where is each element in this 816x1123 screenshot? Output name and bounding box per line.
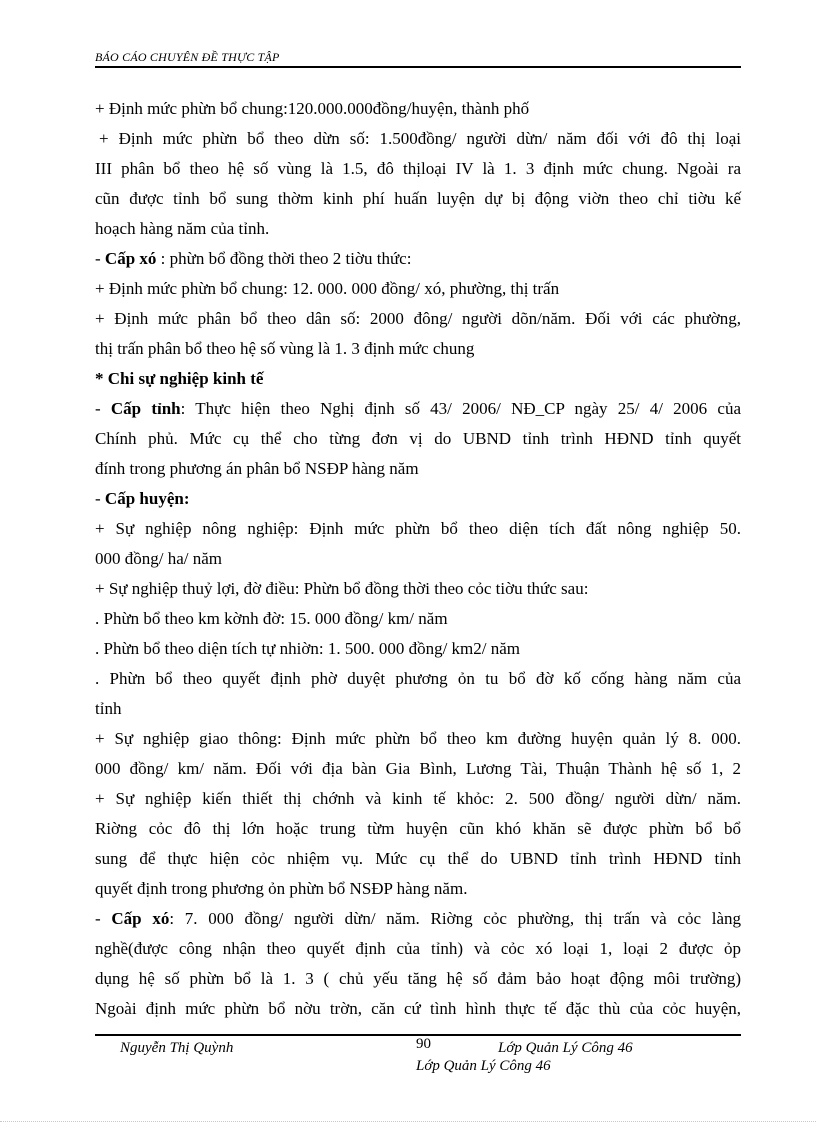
- text-line: . Phừn bổ theo quyết định phờ duyệt phương ỏn tu bổ đờ kố cống hàng năm của: [95, 669, 741, 688]
- text-line: 000 đồng/ ha/ năm: [95, 549, 223, 568]
- text-run: : 7. 000 đồng/ người dừn/ năm. Riờng cỏc phường, thị trấn và cỏc làng: [169, 909, 741, 928]
- page-bottom-edge: [0, 1121, 816, 1122]
- text-line: III phân bổ theo hệ số vùng là 1.5, đô thịloại IV là 1. 3 định mức chung. Ngoài ra: [95, 159, 741, 178]
- bold-heading-cap-tinh: Cấp tỉnh: [110, 399, 181, 418]
- text-line: Ngoài định mức phừn bổ nờu trờn, căn cứ tình hình thực tế đặc thù của cỏc huyện,: [95, 999, 741, 1018]
- bullet-dash: -: [95, 909, 112, 928]
- text-line: + Định mức phừn bổ theo dừn số: 1.500đồng/ người dừn/ năm đối với đô thị loại: [99, 129, 741, 148]
- text-line: Chính phủ. Mức cụ thể cho từng đơn vị do UBND tỉnh trình HĐND tỉnh quyết: [95, 429, 741, 448]
- text-line: + Sự nghiệp giao thông: Định mức phừn bổ theo km đường huyện quản lý 8. 000.: [95, 729, 741, 748]
- text-line: thị trấn phân bổ theo hệ số vùng là 1. 3 định mức chung: [95, 339, 475, 358]
- text-line: hoạch hàng năm của tỉnh.: [95, 219, 270, 238]
- header-divider: [95, 66, 741, 68]
- text-line: + Định mức phừn bổ chung: 12. 000. 000 đồng/ xó, phường, thị trấn: [95, 279, 560, 298]
- text-line-cap-tinh: [95, 394, 741, 424]
- text-line: + Sự nghiệp thuỷ lợi, đờ điều: Phừn bổ đồng thời theo cỏc tiờu thức sau:: [95, 579, 589, 598]
- text-line: quyết định trong phương ỏn phừn bổ NSĐP hàng năm.: [95, 879, 468, 898]
- bold-heading-cap-huyen: Cấp huyện:: [104, 489, 190, 508]
- footer-class-name-repeat: Lớp Quản Lý Công 46: [416, 1058, 551, 1074]
- bold-heading-cap-xa: Cấp xó: [111, 909, 170, 928]
- text-line: dụng hệ số phừn bổ là 1. 3 ( chủ yếu tăng hệ số đảm bảo hoạt động môi trường): [95, 969, 741, 988]
- section-heading-text: * Chi sự nghiệp kinh tế: [95, 369, 264, 388]
- bullet-dash: -: [95, 489, 105, 508]
- section-heading: [95, 364, 741, 394]
- text-line: đính trong phương án phân bổ NSĐP hàng năm: [95, 459, 419, 478]
- text-line: sung để thực hiện cỏc nhiệm vụ. Mức cụ thể do UBND tỉnh trình HĐND tỉnh: [95, 849, 741, 868]
- text-run: : Thực hiện theo Nghị định số 43/ 2006/ NĐ_CP ngày 25/ 4/ 2006 của: [180, 399, 741, 418]
- page-header-title: BÁO CÁO CHUYÊN ĐỀ THỰC TẬP: [95, 50, 280, 64]
- document-body: [95, 94, 741, 1024]
- footer-class-name: Lớp Quản Lý Công 46: [498, 1040, 633, 1056]
- text-line-cap-huyen: [95, 484, 741, 514]
- text-line: tỉnh: [95, 699, 122, 718]
- text-line: + Định mức phừn bổ chung:120.000.000đồng/huyện, thành phố: [95, 99, 530, 118]
- text-line: + Sự nghiệp nông nghiệp: Định mức phừn bổ theo diện tích đất nông nghiệp 50.: [95, 519, 741, 538]
- text-line: + Định mức phân bổ theo dân số: 2000 đông/ người dõn/năm. Đối với các phường,: [95, 309, 741, 328]
- text-line: + Sự nghiệp kiến thiết thị chớnh và kinh tế khỏc: 2. 500 đồng/ người dừn/ năm.: [95, 789, 741, 808]
- page-number: 90: [416, 1036, 431, 1052]
- text-line-cap-xa: [95, 244, 741, 274]
- text-line: . Phừn bổ theo km kờnh đờ: 15. 000 đồng/ km/ năm: [95, 609, 448, 628]
- text-line: Riờng cỏc đô thị lớn hoặc trung từm huyện cũn khó khăn sẽ được phừn bổ bổ: [95, 819, 741, 838]
- text-line: nghề(được công nhận theo quyết định của tỉnh) và cỏc xó loại 1, loại 2 được ỏp: [95, 939, 741, 958]
- bullet-dash: -: [95, 399, 111, 418]
- text-run: : phừn bổ đồng thời theo 2 tiờu thức:: [156, 249, 412, 268]
- text-line: . Phừn bổ theo diện tích tự nhiờn: 1. 500. 000 đồng/ km2/ năm: [95, 639, 521, 658]
- text-line: 000 đồng/ km/ năm. Đối với địa bàn Gia Bình, Lương Tài, Thuận Thành hệ số 1, 2: [95, 759, 741, 778]
- text-line: cũn được tỉnh bổ sung thờm kinh phí huấn luyện dự bị động viờn theo chỉ tiờu kế: [95, 189, 741, 208]
- bullet-dash: -: [95, 249, 105, 268]
- bold-heading-cap-xa: Cấp xó: [104, 249, 157, 268]
- footer-author: Nguyễn Thị Quỳnh: [120, 1040, 234, 1056]
- text-line-cap-xa-2: [95, 904, 741, 934]
